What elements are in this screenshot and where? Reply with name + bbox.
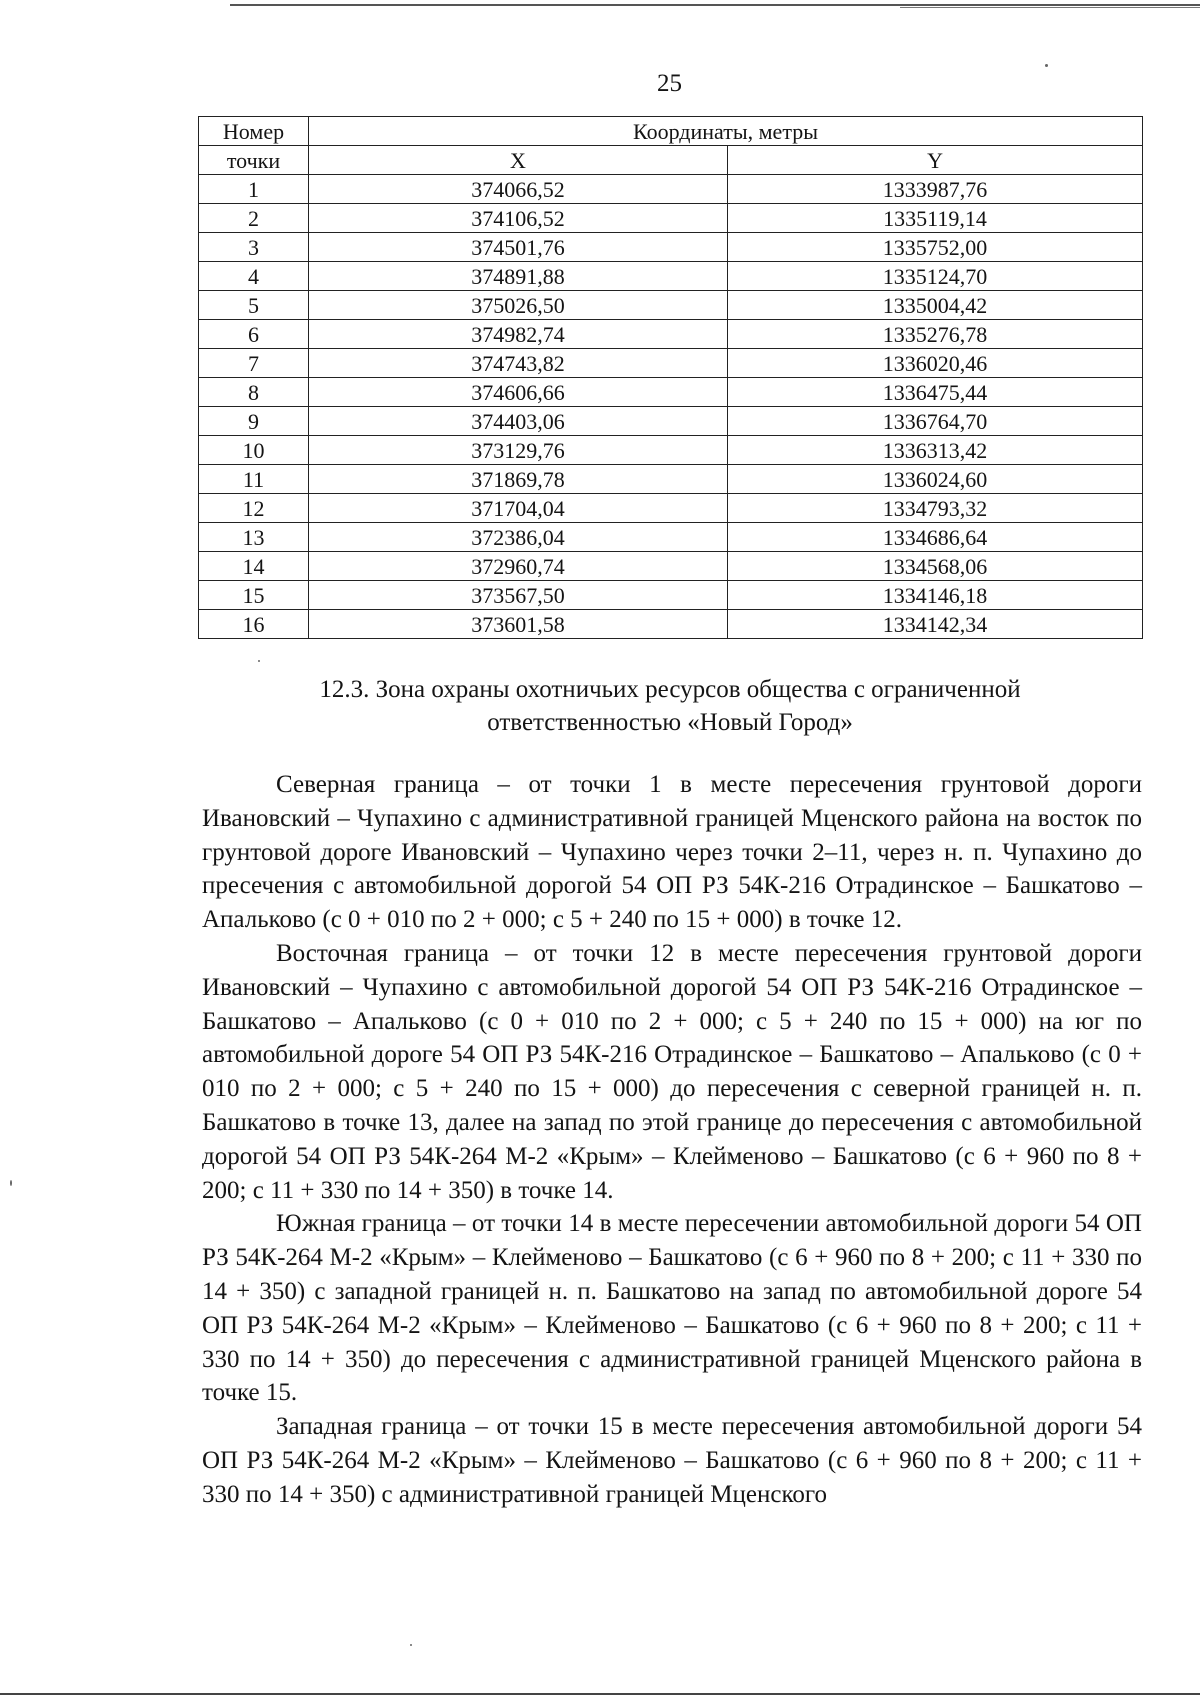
point-number-cell: 9 (199, 407, 309, 436)
x-coordinate-cell: 373567,50 (309, 581, 728, 610)
x-coordinate-cell: 371869,78 (309, 465, 728, 494)
header-x: X (309, 146, 728, 175)
y-coordinate-cell: 1334142,34 (728, 610, 1143, 639)
x-coordinate-cell: 374106,52 (309, 204, 728, 233)
x-coordinate-cell: 374403,06 (309, 407, 728, 436)
west-boundary-paragraph: Западная граница – от точки 15 в месте пересечения автомобильной дороги 54 ОП РЗ 54К-264 М-2 «Крым» – Клейменово – Башкатово (с 6 + 960 по 8 + 200; с 11 + 330 по 14 + 350) с административной границей Мценского (202, 1413, 1142, 1508)
point-number-cell: 11 (199, 465, 309, 494)
table-row (199, 581, 1143, 610)
point-number-cell: 6 (199, 320, 309, 349)
y-coordinate-cell: 1335752,00 (728, 233, 1143, 262)
y-coordinate-cell: 1334568,06 (728, 552, 1143, 581)
y-coordinate-cell: 1336475,44 (728, 378, 1143, 407)
x-coordinate-cell: 374066,52 (309, 175, 728, 204)
x-coordinate-cell: 375026,50 (309, 291, 728, 320)
point-number-cell: 3 (199, 233, 309, 262)
table-row (199, 436, 1143, 465)
table-row (199, 175, 1143, 204)
scan-edge-bottom (0, 1693, 1200, 1695)
table-row (199, 262, 1143, 291)
section-heading (198, 673, 1142, 739)
x-coordinate-cell: 371704,04 (309, 494, 728, 523)
point-number-cell: 5 (199, 291, 309, 320)
table-row (199, 233, 1143, 262)
east-boundary-paragraph: Восточная граница – от точки 12 в месте пересечения грунтовой дороги Ивановский – Чупахино с автомобильной дорогой 54 ОП РЗ 54К-216 Отрадинское – Башкатово – Апальково (с 0 + 010 по 2 + 000; с 5 + 240 по 15 + 000) на юг по автомобильной дороге 54 ОП РЗ 54К-216 Отрадинское – Башкатово – Апальково (с 0 + 010 по 2 + 000; с 5 + 240 по 15 + 000) до пересечения с северной границей н. п. Башкатово в точке 13, далее на запад по этой границе до пересечения с автомобильной дорогой 54 ОП РЗ 54К-264 М-2 «Крым» – Клейменово – Башкатово (с 6 + 960 по 8 + 200; с 11 + 330 по 14 + 350) в точке 14. (202, 939, 1142, 1204)
point-number-cell: 7 (199, 349, 309, 378)
point-number-cell: 2 (199, 204, 309, 233)
scan-speck (258, 660, 260, 662)
scan-speck (10, 1180, 12, 1186)
header-coordinates: Координаты, метры (309, 117, 1143, 146)
table-row (199, 610, 1143, 639)
south-boundary-paragraph: Южная граница – от точки 14 в месте пересечении автомобильной дороги 54 ОП РЗ 54К-264 М-2 «Крым» – Клейменово – Башкатово (с 6 + 960 по 8 + 200; с 11 + 330 по 14 + 350) с западной границей н. п. Башкатово на запад по автомобильной дороге 54 ОП РЗ 54К-264 М-2 «Крым» – Клейменово – Башкатово (с 6 + 960 по 8 + 200; с 11 + 330 по 14 + 350) до пересечения с административной границей Мценского района в точке 15. (202, 1210, 1142, 1407)
y-coordinate-cell: 1336313,42 (728, 436, 1143, 465)
x-coordinate-cell: 372960,74 (309, 552, 728, 581)
point-number-cell: 10 (199, 436, 309, 465)
table-row (199, 494, 1143, 523)
point-number-cell: 8 (199, 378, 309, 407)
x-coordinate-cell: 374501,76 (309, 233, 728, 262)
x-coordinate-cell: 372386,04 (309, 523, 728, 552)
section-body (202, 768, 1142, 1512)
y-coordinate-cell: 1333987,76 (728, 175, 1143, 204)
page-number: 25 (657, 70, 682, 97)
y-coordinate-cell: 1336024,60 (728, 465, 1143, 494)
y-coordinate-cell: 1335124,70 (728, 262, 1143, 291)
point-number-cell: 12 (199, 494, 309, 523)
coordinates-table-body (199, 175, 1143, 639)
point-number-cell: 4 (199, 262, 309, 291)
table-row (199, 320, 1143, 349)
x-coordinate-cell: 373129,76 (309, 436, 728, 465)
y-coordinate-cell: 1335119,14 (728, 204, 1143, 233)
x-coordinate-cell: 373601,58 (309, 610, 728, 639)
point-number-cell: 14 (199, 552, 309, 581)
x-coordinate-cell: 374606,66 (309, 378, 728, 407)
table-row (199, 523, 1143, 552)
point-number-cell: 16 (199, 610, 309, 639)
x-coordinate-cell: 374743,82 (309, 349, 728, 378)
y-coordinate-cell: 1334686,64 (728, 523, 1143, 552)
y-coordinate-cell: 1335276,78 (728, 320, 1143, 349)
section-heading-line2: ответственностью «Новый Город» (487, 709, 853, 736)
table-row (199, 291, 1143, 320)
y-coordinate-cell: 1334793,32 (728, 494, 1143, 523)
y-coordinate-cell: 1334146,18 (728, 581, 1143, 610)
point-number-cell: 13 (199, 523, 309, 552)
section-heading-line1: 12.3. Зона охраны охотничьих ресурсов общества с ограниченной (319, 676, 1021, 703)
scan-edge-top-secondary (900, 7, 1200, 8)
table-row (199, 465, 1143, 494)
y-coordinate-cell: 1336020,46 (728, 349, 1143, 378)
x-coordinate-cell: 374891,88 (309, 262, 728, 291)
table-row (199, 378, 1143, 407)
scan-speck (1045, 64, 1048, 67)
scan-edge-top (230, 4, 1200, 6)
x-coordinate-cell: 374982,74 (309, 320, 728, 349)
table-row (199, 552, 1143, 581)
point-number-cell: 15 (199, 581, 309, 610)
point-number-cell: 1 (199, 175, 309, 204)
table-row (199, 407, 1143, 436)
y-coordinate-cell: 1336764,70 (728, 407, 1143, 436)
header-y: Y (728, 146, 1143, 175)
header-number-line1: Номер (199, 117, 309, 146)
scan-speck (410, 1644, 412, 1646)
y-coordinate-cell: 1335004,42 (728, 291, 1143, 320)
coordinates-table (198, 116, 1143, 639)
table-row (199, 349, 1143, 378)
north-boundary-paragraph: Северная граница – от точки 1 в месте пересечения грунтовой дороги Ивановский – Чупахино с административной границей Мценского района на восток по грунтовой дороге Ивановский – Чупахино через точки 2–11, через н. п. Чупахино до пресечения с автомобильной дорогой 54 ОП РЗ 54К-216 Отрадинское – Башкатово – Апальково (с 0 + 010 по 2 + 000; с 5 + 240 по 15 + 000) в точке 12. (202, 771, 1142, 934)
table-row (199, 204, 1143, 233)
header-number-line2: точки (199, 146, 309, 175)
